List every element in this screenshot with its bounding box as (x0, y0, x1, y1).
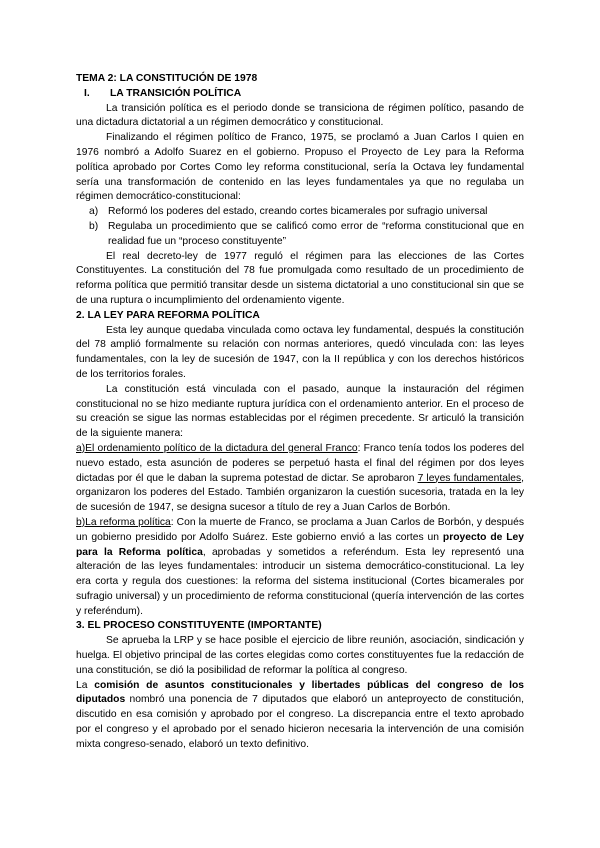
section-1-list (76, 205, 524, 249)
section-2-heading: 2. LA LEY PARA REFORMA POLÍTICA (76, 309, 260, 321)
item-b-bold: proyecto de Ley para la Reforma política (76, 531, 525, 558)
section-1-heading-text: LA TRANSICIÓN POLÍTICA (110, 87, 242, 99)
section-1-paragraph-2: Finalizando el régimen político de Franco, 1975, se proclamó a Juan Carlos I quien en 1976 nombró a Adolfo Suarez en el gobierno. Propuso el Proyecto de Ley para la Reforma política aprobado por Cortes Como ley reforma constitucional, sería la Octava ley fundamental sería una transformación de contenido en las leyes fundamentales ya que no regulaba un régimen democrático-constitucional: (76, 132, 524, 203)
section-3-paragraph-1: Se aprueba la LRP y se hace posible el ejercicio de libre reunión, asociación, sindicación y huelga. El objetivo principal de las cortes elegidas como cortes constituyentes fue la redacción de una constitución, se dió la posibilidad de reformar la política al congreso. (76, 635, 524, 676)
list-item (76, 205, 524, 220)
document-body (76, 72, 524, 753)
section-1-numeral: I. (84, 87, 90, 99)
item-b-text-2: , aprobadas y sometidos a referéndum. Esta ley representó una alteración de las leyes fundamentales: introducir un sistema democrático-constitucional. La ley era corta y regula dos cuestiones: la reforma del sistema institucional (Cortes bicamerales por sufragio universal) y un procedimiento de reforma constitucional (quería intervención de las cortes y referéndum). (76, 546, 524, 617)
section-1-heading (76, 87, 524, 102)
list-marker: a) (89, 206, 99, 218)
item-a-text-1: : Franco tenía todos los poderes del nuevo estado, esta asunción de poderes se perpetuó hasta el final del régimen por dos leyes dictadas por él que le daban la suprema potestad de dictar. Se aprobaron (76, 442, 524, 484)
section-1-paragraph-1: La transición política es el periodo donde se transiciona de régimen político, pasando de una dictadura dictatorial a un régimen democrático y constitucional. (76, 102, 524, 129)
item-a-underlined: 7 leyes fundamentales (417, 472, 522, 484)
section-3-paragraph-2 (76, 679, 524, 753)
item-b-label: b)La reforma política (76, 516, 171, 528)
section-3-heading: 3. EL PROCESO CONSTITUYENTE (IMPORTANTE) (76, 620, 322, 632)
document-title: TEMA 2: LA CONSTITUCIÓN DE 1978 (76, 73, 258, 84)
section-2-paragraph-2: La constitución está vinculada con el pasado, aunque la instauración del régimen constitucional no se hizo mediante ruptura jurídica con el ordenamiento anterior. En el proceso de su creación se sigue las normas establecidas por el régimen precedente. Sr articuló la transición de la siguiente manera: (76, 383, 524, 440)
item-a-text-2: , organizaron los poderes del Estado. También organizaron la cuestión sucesoria, tratada en la ley de sucesión de 1947, se designa sucesor a título de rey a Juan Carlos de Borbón. (76, 472, 524, 514)
section-2-paragraph-1: Esta ley aunque quedaba vinculada como octava ley fundamental, después la constitución del 78 amplió formalmente su relación con normas anteriores, quedó vinculada con: las leyes fundamentales, con la ley de sucesión de 1947, con la II república y con los derechos históricos de los territorios forales. (76, 324, 524, 380)
section-2-item-b (76, 516, 524, 620)
p2-start: La (76, 679, 95, 691)
list-item (76, 220, 524, 250)
item-b-text-1: : Con la muerte de Franco, se proclama a Juan Carlos de Borbón, y después un gobierno presidido por Adolfo Suárez. Este gobierno envió a las cortes un (76, 516, 524, 543)
p2-bold: comisión de asuntos constitucionales y libertades públicas del congreso de los diputados (76, 679, 524, 706)
list-marker: b) (89, 220, 99, 232)
p2-rest: nombró una ponencia de 7 diputados que elaboró un anteproyecto de constitución, discutido en esa comisión y aprobado por el congreso. La discrepancia entre el texto aprobado por el congreso y el aprobado por el senado hicieron necesaria la intervención de una comisión mixta congreso-senado, elaboró un texto definitivo. (76, 694, 524, 750)
list-item-text: Reformó los poderes del estado, creando cortes bicamerales por sufragio universal (108, 206, 488, 218)
section-1-paragraph-3: El real decreto-ley de 1977 reguló el régimen para las elecciones de las Cortes Constituyentes. La constitución del 78 fue promulgada como resultado de un procedimiento de reforma política que permitió transitar desde un sistema dictatorial a uno constitucional sin que se de una ruptura o incumplimiento del ordenamiento vigente. (76, 250, 524, 306)
section-2-item-a (76, 442, 524, 516)
item-a-label: a)El ordenamiento político de la dictadura del general Franco (76, 442, 358, 454)
list-item-text: Regulaba un procedimiento que se calificó como error de “reforma constitucional que en realidad fue un “proceso constituyente” (108, 220, 524, 247)
